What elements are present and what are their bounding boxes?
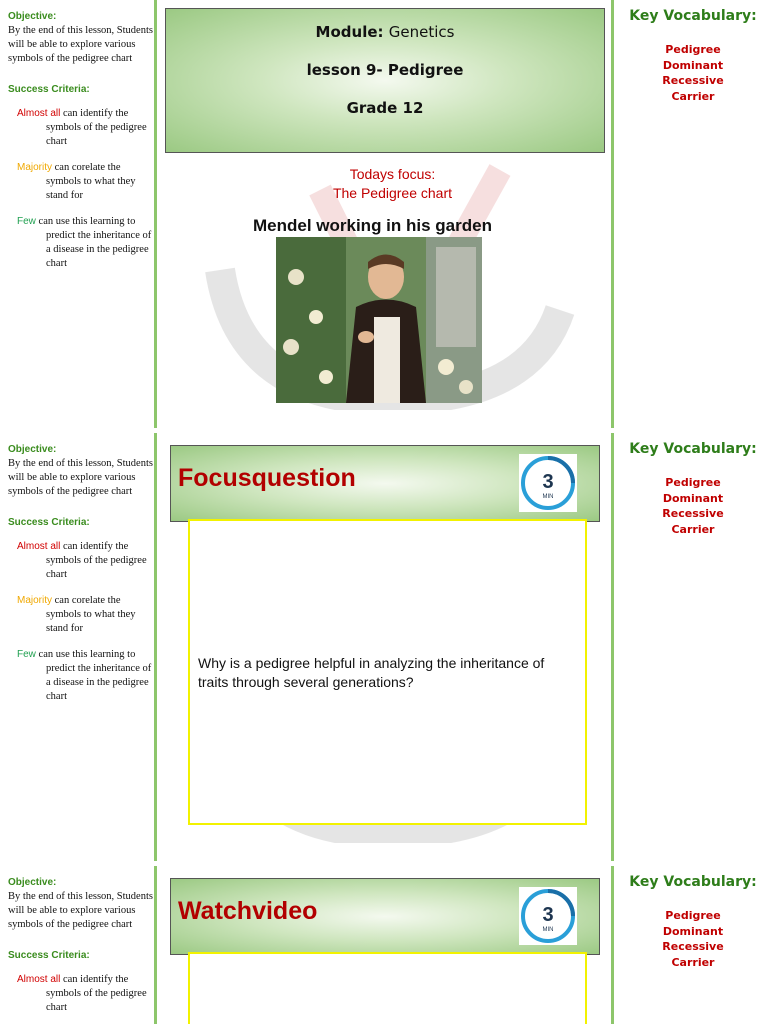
svg-text:MIN: MIN (542, 494, 554, 500)
vocab-word: Pedigree (665, 43, 721, 56)
vocab-word: Carrier (671, 955, 715, 969)
objective-label: Objective: (8, 877, 57, 888)
vocab-word: Recessive (662, 507, 724, 520)
vocab-title: Key Vocabulary: (629, 874, 757, 890)
lesson-sidebar (8, 443, 153, 716)
image-caption: Mendel working in his garden (253, 216, 492, 235)
section-header (170, 878, 600, 955)
objective-label: Objective: (8, 444, 57, 455)
question-box (188, 519, 587, 825)
criteria-almost-all: Almost all can identify the symbols of the pedigree chart (17, 541, 147, 580)
objective-text: By the end of this lesson, Students will be able to explore various symbols of the pedigree chart (8, 891, 153, 930)
lesson-title: lesson 9- Pedigree (306, 61, 464, 79)
criteria-almost-all: Almost all can identify the symbols of the pedigree chart (17, 974, 147, 1013)
vocab-word: Carrier (671, 522, 715, 536)
video-box (188, 952, 587, 1024)
vocab-title: Key Vocabulary: (629, 441, 757, 457)
section-title: Watchvideo (178, 897, 318, 925)
key-vocabulary (618, 874, 768, 970)
mendel-garden-image (276, 237, 482, 403)
vocab-word: Dominant (662, 58, 724, 72)
module-title: Module: Genetics (315, 23, 455, 41)
vocab-word: Dominant (662, 924, 724, 938)
key-vocabulary (618, 441, 768, 537)
criteria-few: Few can use this learning to predict the inheritance of a disease in the pedigree chart (17, 216, 152, 269)
success-criteria-label: Success Criteria: (8, 950, 90, 961)
objective-label: Objective: (8, 11, 57, 22)
vocab-word: Dominant (662, 491, 724, 505)
section-header (170, 445, 600, 522)
criteria-majority: Majority can corelate the symbols to what they stand for (17, 162, 136, 201)
criteria-few: Few can use this learning to predict the inheritance of a disease in the pedigree chart (17, 649, 152, 702)
success-criteria-label: Success Criteria: (8, 517, 90, 528)
grade-label: Grade 12 (346, 99, 424, 117)
success-criteria-label: Success Criteria: (8, 84, 90, 95)
divider-right (611, 0, 614, 428)
vocab-title: Key Vocabulary: (629, 8, 757, 24)
timer-icon (519, 887, 577, 945)
todays-focus: Todays focus: The Pedigree chart (332, 166, 453, 201)
objective-text: By the end of this lesson, Students will be able to explore various symbols of the pedigree chart (8, 458, 153, 497)
section-title: Focusquestion (178, 464, 356, 492)
module-header (165, 8, 605, 153)
vocab-word: Recessive (662, 74, 724, 87)
criteria-majority: Majority can corelate the symbols to what they stand for (17, 595, 136, 634)
vocab-word: Carrier (671, 89, 715, 103)
timer-icon (519, 454, 577, 512)
slide-2 (0, 433, 768, 866)
focus-question-text: Why is a pedigree helpful in analyzing the inheritance of traits through several generations? (198, 655, 545, 690)
objective-text: By the end of this lesson, Students will be able to explore various symbols of the pedigree chart (8, 25, 153, 64)
vocab-word: Recessive (662, 940, 724, 953)
divider-left (154, 433, 157, 861)
svg-text:MIN: MIN (542, 927, 554, 933)
divider-left (154, 866, 157, 1024)
criteria-almost-all: Almost all can identify the symbols of the pedigree chart (17, 108, 147, 147)
slide-1 (0, 0, 768, 433)
svg-text:3: 3 (542, 904, 554, 926)
slide-3 (0, 866, 768, 1024)
key-vocabulary (618, 8, 768, 104)
vocab-word: Pedigree (665, 909, 721, 922)
lesson-sidebar (8, 10, 153, 283)
divider-left (154, 0, 157, 428)
divider-right (611, 866, 614, 1024)
divider-right (611, 433, 614, 861)
lesson-sidebar (8, 876, 153, 1024)
vocab-word: Pedigree (665, 476, 721, 489)
svg-text:3: 3 (542, 471, 554, 493)
